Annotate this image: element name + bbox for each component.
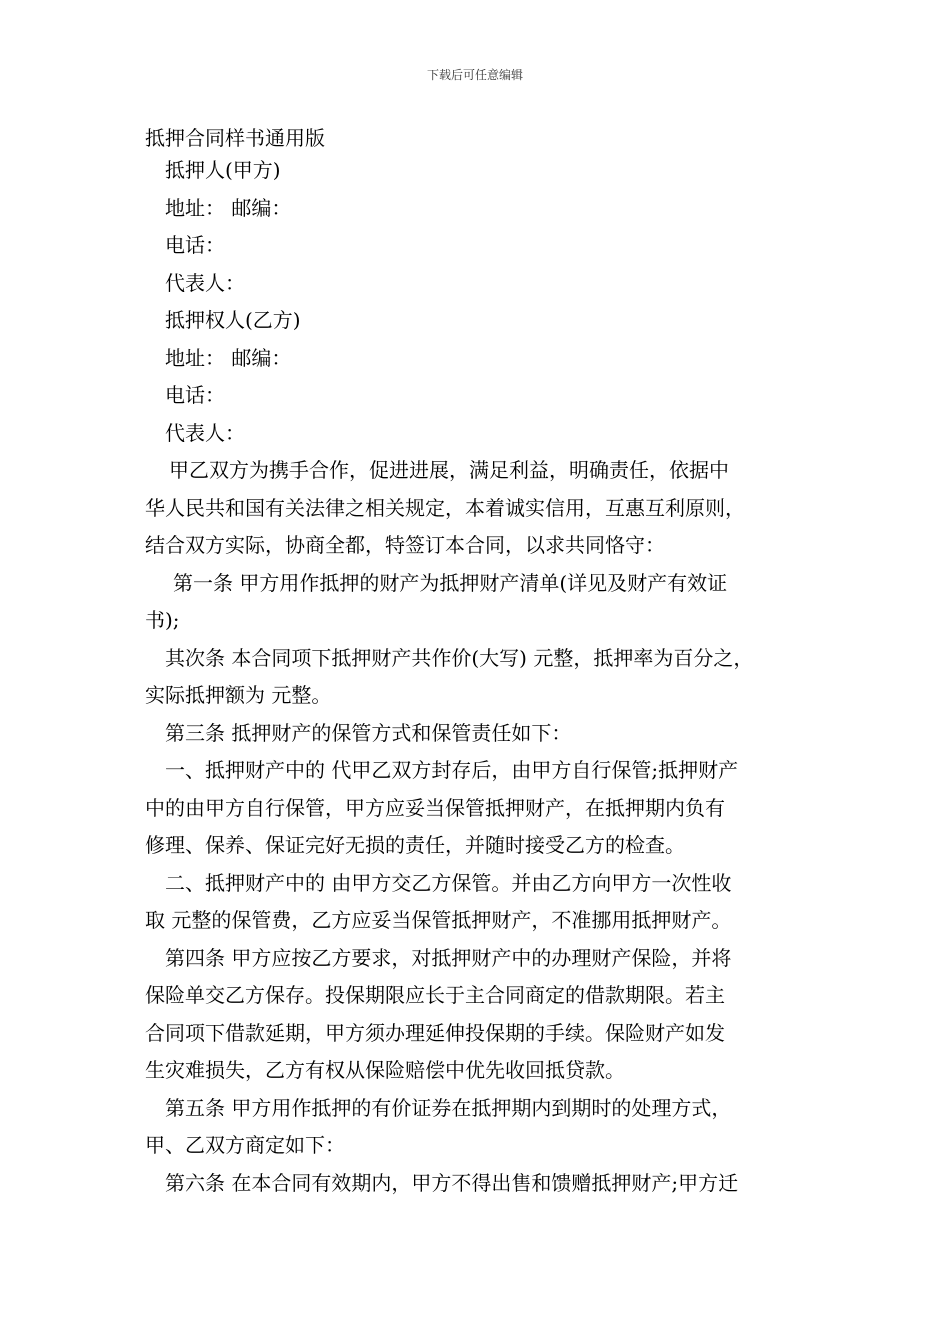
- article-3-line: 第三条 抵押财产的保管方式和保管责任如下：: [165, 720, 572, 745]
- document-body: [145, 152, 825, 1202]
- document-title: 抵押合同样书通用版: [145, 126, 325, 150]
- article-1-line: 书);: [145, 608, 180, 632]
- party-b-representative: 代表人：: [165, 420, 245, 445]
- article-5-line: 甲、乙双方商定如下：: [145, 1133, 345, 1157]
- article-3-clause-1-line: 修理、保养、保证完好无损的责任，并随时接受乙方的检查。: [145, 833, 685, 857]
- party-b-heading: 抵押权人(乙方): [165, 308, 301, 332]
- preamble-line: 结合双方实际，协商全都，特签订本合同，以求共同恪守：: [145, 533, 665, 557]
- article-1-line: 第一条 甲方用作抵押的财产为抵押财产清单(详见及财产有效证: [173, 570, 728, 595]
- article-3-clause-2-line: 取 元整的保管费，乙方应妥当保管抵押财产，不准挪用抵押财产。: [145, 908, 732, 932]
- preamble-line: 甲乙双方为携手合作，促进进展，满足利益，明确责任，依据中: [169, 458, 729, 482]
- party-b-phone: 电话：: [165, 383, 225, 407]
- article-3-clause-1-line: 中的由甲方自行保管，甲方应妥当保管抵押财产，在抵押期内负有: [145, 795, 725, 820]
- party-a-address: 地址： 邮编：: [165, 195, 292, 220]
- article-4-line: 保险单交乙方保存。投保期限应长于主合同商定的借款期限。若主: [145, 983, 725, 1007]
- article-4-line: 生灾难损失，乙方有权从保险赔偿中优先收回抵贷款。: [145, 1058, 625, 1082]
- party-a-phone: 电话：: [165, 233, 225, 257]
- article-3-clause-1-line: 一、抵押财产中的 代甲乙双方封存后，由甲方自行保管;抵押财产: [165, 758, 739, 782]
- article-4-line: 合同项下借款延期，甲方须办理延伸投保期的手续。保险财产如发: [145, 1020, 725, 1045]
- header-note: 下载后可任意编辑: [426, 68, 523, 82]
- article-2-line: 其次条 本合同项下抵押财产共作价(大写) 元整，抵押率为百分之，: [165, 645, 754, 670]
- article-6-line: 第六条 在本合同有效期内，甲方不得出售和馈赠抵押财产;甲方迁: [165, 1170, 739, 1195]
- party-a-representative: 代表人：: [165, 270, 245, 295]
- article-2-line: 实际抵押额为 元整。: [145, 683, 332, 707]
- party-a-heading: 抵押人(甲方): [165, 158, 281, 182]
- article-3-clause-2-line: 二、抵押财产中的 由甲方交乙方保管。并由乙方向甲方一次性收: [165, 870, 732, 895]
- party-b-address: 地址： 邮编：: [165, 345, 292, 370]
- article-4-line: 第四条 甲方应按乙方要求，对抵押财产中的办理财产保险，并将: [165, 945, 732, 970]
- preamble-line: 华人民共和国有关法律之相关规定，本着诚实信用，互惠互利原则，: [145, 495, 745, 520]
- article-5-line: 第五条 甲方用作抵押的有价证券在抵押期内到期时的处理方式，: [165, 1095, 732, 1120]
